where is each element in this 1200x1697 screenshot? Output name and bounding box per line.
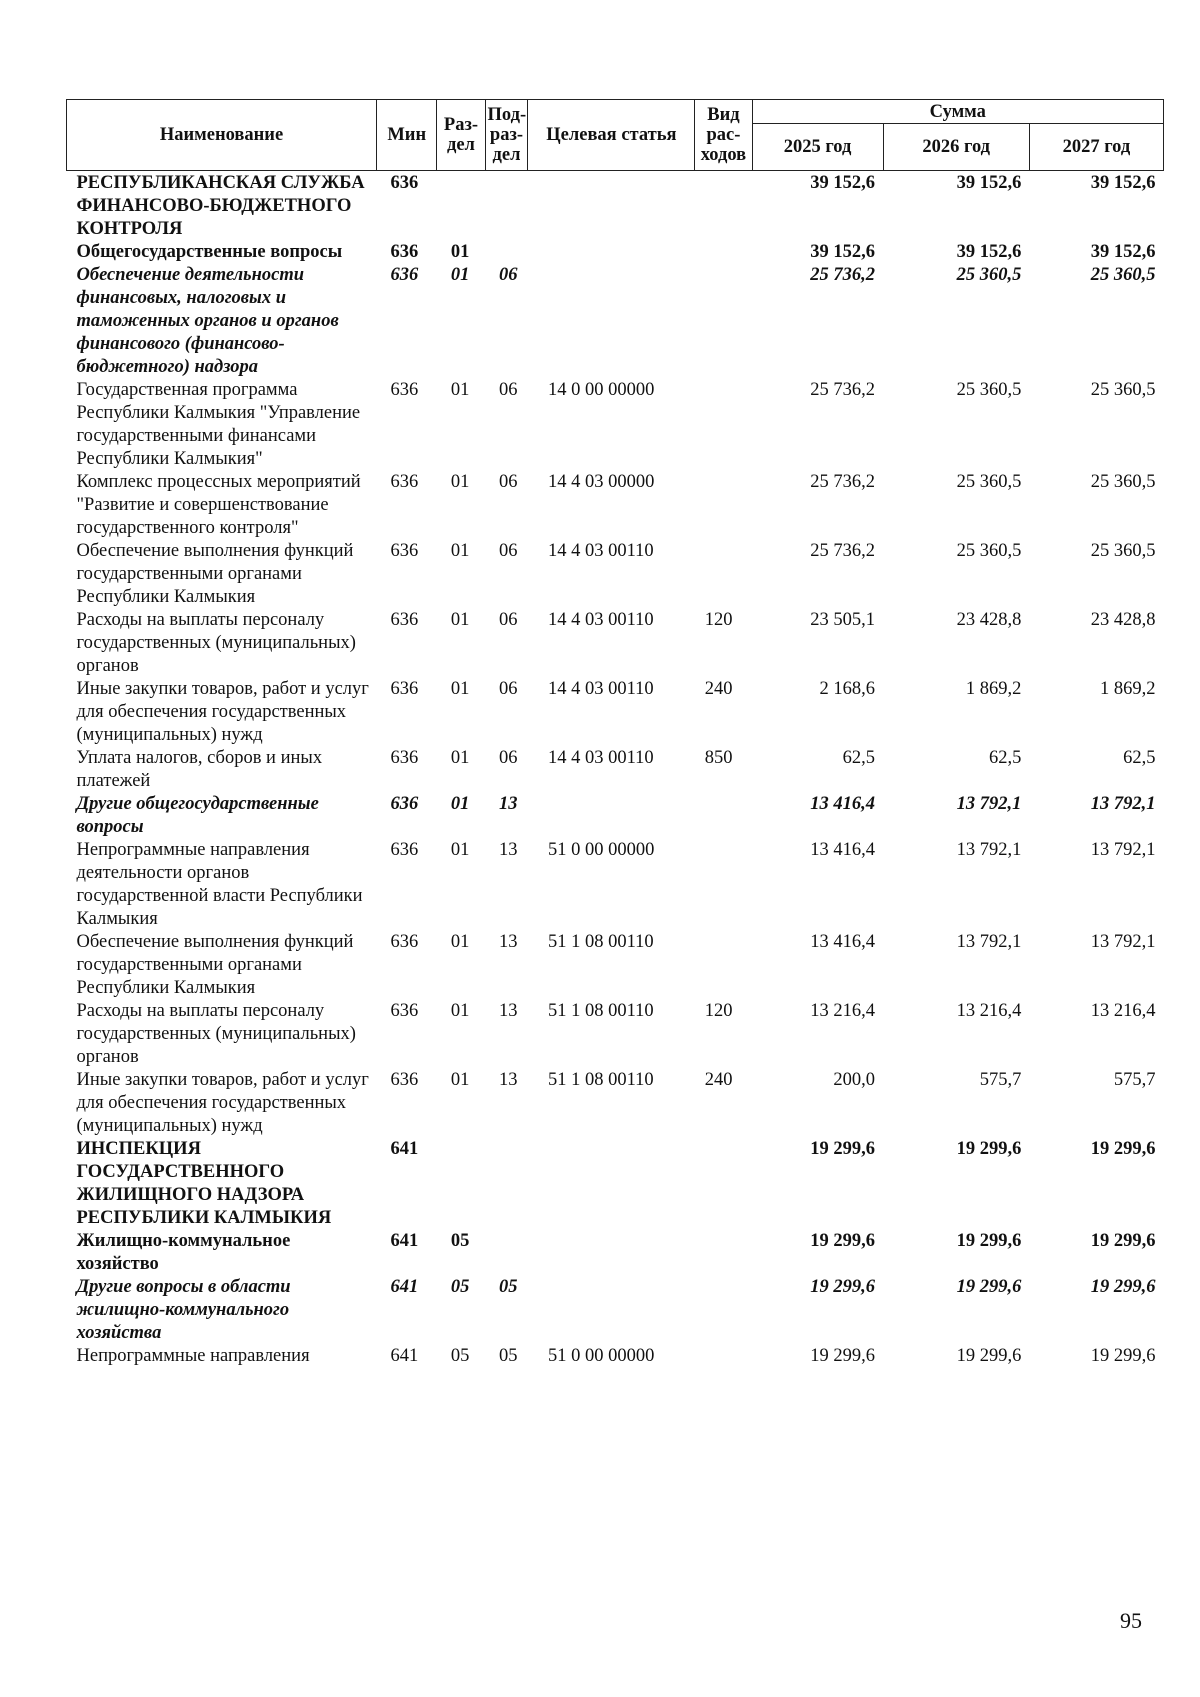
table-row [67, 931, 1164, 1000]
cell-min: 636 [390, 748, 419, 768]
cell-celevaya: 14 4 03 00110 [547, 610, 654, 630]
page-number: 95 [1120, 1608, 1142, 1633]
table-row [67, 471, 1164, 540]
table-row [67, 1345, 1164, 1368]
cell-min: 641 [390, 1231, 419, 1251]
cell-2025: 19 299,6 [810, 1231, 876, 1251]
cell-vid [695, 1345, 752, 1368]
cell-min: 641 [390, 1139, 419, 1159]
cell-2026: 25 360,5 [956, 265, 1022, 285]
cell-podrazdel: 05 [499, 1346, 518, 1366]
cell-min: 636 [390, 380, 419, 400]
cell-2026: 19 299,6 [956, 1346, 1022, 1366]
cell-razdel: 01 [450, 1070, 470, 1090]
cell-min: 636 [390, 242, 419, 262]
cell-podrazdel: 06 [499, 265, 518, 285]
cell-2027: 23 428,8 [1090, 610, 1156, 630]
cell-2025: 23 505,1 [810, 610, 876, 630]
cell-celevaya: 51 0 00 00000 [547, 1346, 655, 1366]
header-razdel: Раз- дел [437, 100, 485, 171]
cell-celevaya: 14 4 03 00110 [547, 748, 654, 768]
cell-podrazdel: 13 [499, 840, 518, 860]
cell-razdel: 01 [450, 265, 470, 285]
cell-razdel: 01 [450, 1001, 470, 1021]
cell-min: 636 [390, 173, 419, 193]
cell-2025: 2 168,6 [819, 679, 876, 699]
table-row [67, 1230, 1164, 1276]
cell-celevaya: 14 4 03 00110 [547, 679, 654, 699]
header-vid: Вид рас- ходов [695, 100, 752, 171]
cell-celevaya: 14 4 03 00110 [547, 541, 654, 561]
cell-celevaya [528, 1230, 695, 1276]
cell-razdel: 01 [450, 840, 470, 860]
table-row [67, 678, 1164, 747]
table-row [67, 379, 1164, 471]
cell-celevaya: 51 0 00 00000 [547, 840, 655, 860]
cell-vid [695, 540, 752, 609]
cell-2026: 62,5 [989, 748, 1022, 768]
cell-name: Уплата налогов, сборов и иных платежей [76, 748, 323, 791]
cell-2026: 19 299,6 [956, 1139, 1022, 1159]
cell-vid [695, 931, 752, 1000]
cell-2027: 25 360,5 [1090, 472, 1156, 492]
cell-min: 636 [390, 610, 419, 630]
cell-2027: 13 792,1 [1090, 932, 1156, 952]
cell-name: Другие общегосударственные вопросы [76, 794, 319, 837]
table-row [67, 793, 1164, 839]
cell-2026: 13 216,4 [956, 1001, 1022, 1021]
cell-2025: 19 299,6 [810, 1277, 876, 1297]
cell-razdel: 01 [450, 380, 470, 400]
cell-2027: 19 299,6 [1090, 1277, 1156, 1297]
cell-celevaya: 51 1 08 00110 [547, 1070, 654, 1090]
cell-podrazdel: 06 [499, 541, 518, 561]
cell-2027: 25 360,5 [1090, 265, 1156, 285]
cell-name: ИНСПЕКЦИЯ ГОСУДАРСТВЕННОГО ЖИЛИЩНОГО НАДЗОРА РЕСПУБЛИКИ КАЛМЫКИЯ [76, 1139, 332, 1228]
cell-razdel: 05 [450, 1231, 470, 1251]
cell-2026: 25 360,5 [956, 472, 1022, 492]
cell-min: 636 [390, 794, 419, 814]
cell-2027: 19 299,6 [1090, 1139, 1156, 1159]
cell-razdel [437, 1138, 485, 1230]
cell-celevaya: 51 1 08 00110 [547, 1001, 654, 1021]
cell-2025: 39 152,6 [810, 173, 876, 193]
header-podrazdel: Под- раз- дел [485, 100, 528, 171]
cell-celevaya [528, 1276, 695, 1345]
cell-celevaya [528, 793, 695, 839]
cell-podrazdel: 13 [499, 1001, 518, 1021]
cell-name: Государственная программа Республики Калмыкия "Управление государственными финансами Республики Калмыкия" [76, 380, 361, 469]
cell-2026: 25 360,5 [956, 380, 1022, 400]
cell-podrazdel: 13 [499, 1070, 518, 1090]
cell-razdel: 01 [450, 932, 470, 952]
cell-podrazdel [485, 171, 528, 242]
cell-2025: 25 736,2 [810, 541, 876, 561]
cell-2025: 13 416,4 [810, 794, 876, 814]
cell-vid: 120 [704, 610, 733, 630]
cell-min: 636 [390, 840, 419, 860]
cell-podrazdel: 06 [499, 748, 518, 768]
cell-celevaya [528, 264, 695, 379]
table-row [67, 1000, 1164, 1069]
cell-vid [695, 793, 752, 839]
cell-celevaya: 14 4 03 00000 [547, 472, 655, 492]
cell-podrazdel: 06 [499, 610, 518, 630]
cell-name: Жилищно-коммунальное хозяйство [76, 1231, 291, 1274]
cell-2027: 19 299,6 [1090, 1231, 1156, 1251]
cell-name: Обеспечение деятельности финансовых, налоговых и таможенных органов и органов финансового (финансово-бюджетного) надзора [76, 265, 339, 377]
cell-2025: 39 152,6 [810, 242, 876, 262]
cell-vid: 240 [704, 1070, 733, 1090]
cell-podrazdel: 06 [499, 679, 518, 699]
cell-2027: 13 792,1 [1090, 840, 1156, 860]
cell-name: Общегосударственные вопросы [76, 242, 343, 262]
cell-podrazdel [485, 241, 528, 264]
cell-2027: 39 152,6 [1090, 173, 1156, 193]
cell-2025: 25 736,2 [810, 265, 876, 285]
cell-podrazdel: 05 [499, 1277, 518, 1297]
cell-name: Расходы на выплаты персоналу государственных (муниципальных) органов [76, 1001, 356, 1067]
cell-min: 636 [390, 1070, 419, 1090]
cell-2026: 25 360,5 [956, 541, 1022, 561]
cell-vid [695, 1276, 752, 1345]
cell-podrazdel: 13 [499, 794, 518, 814]
cell-name: Иные закупки товаров, работ и услуг для обеспечения государственных (муниципальных) нужд [76, 679, 369, 745]
cell-min: 636 [390, 679, 419, 699]
cell-name: РЕСПУБЛИКАНСКАЯ СЛУЖБА ФИНАНСОВО-БЮДЖЕТНОГО КОНТРОЛЯ [76, 173, 365, 239]
header-summa: Сумма [752, 100, 1163, 124]
table-row [67, 747, 1164, 793]
cell-vid [695, 1138, 752, 1230]
cell-2027: 25 360,5 [1090, 541, 1156, 561]
cell-razdel: 05 [450, 1346, 470, 1366]
header-2025: 2025 год [752, 124, 883, 171]
cell-2026: 23 428,8 [956, 610, 1022, 630]
cell-vid [695, 839, 752, 931]
cell-name: Другие вопросы в области жилищно-коммунального хозяйства [76, 1277, 291, 1343]
table-row [67, 241, 1164, 264]
cell-vid [695, 264, 752, 379]
cell-2027: 1 869,2 [1100, 679, 1156, 699]
cell-razdel: 05 [450, 1277, 470, 1297]
table-row [67, 1069, 1164, 1138]
cell-2025: 25 736,2 [810, 380, 876, 400]
header-celevaya: Целевая статья [528, 100, 695, 171]
budget-page [66, 99, 1164, 1368]
cell-razdel: 01 [450, 541, 470, 561]
cell-name: Непрограммные направления [76, 1346, 310, 1366]
cell-2026: 13 792,1 [956, 794, 1022, 814]
cell-min: 641 [390, 1277, 419, 1297]
cell-2027: 62,5 [1123, 748, 1156, 768]
table-body [67, 171, 1164, 1369]
cell-vid [695, 241, 752, 264]
cell-2025: 13 416,4 [810, 932, 876, 952]
budget-table [66, 99, 1164, 1368]
cell-podrazdel: 13 [499, 932, 518, 952]
cell-podrazdel [485, 1230, 528, 1276]
cell-vid [695, 171, 752, 242]
cell-2027: 19 299,6 [1090, 1346, 1156, 1366]
cell-2027: 25 360,5 [1090, 380, 1156, 400]
cell-min: 636 [390, 932, 419, 952]
table-row [67, 1276, 1164, 1345]
table-row [67, 264, 1164, 379]
cell-2027: 13 792,1 [1090, 794, 1156, 814]
cell-vid: 240 [704, 679, 733, 699]
cell-celevaya: 14 0 00 00000 [547, 380, 655, 400]
table-row [67, 839, 1164, 931]
cell-2026: 19 299,6 [956, 1277, 1022, 1297]
cell-podrazdel [485, 1138, 528, 1230]
table-row [67, 171, 1164, 242]
cell-name: Непрограммные направления деятельности органов государственной власти Республики Калмыкия [76, 840, 363, 929]
header-min: Мин [377, 100, 437, 171]
cell-name: Комплекс процессных мероприятий "Развитие и совершенствование государственного контроля" [76, 472, 361, 538]
header-name: Наименование [67, 100, 377, 171]
cell-2025: 25 736,2 [810, 472, 876, 492]
cell-razdel: 01 [450, 679, 470, 699]
cell-2027: 39 152,6 [1090, 242, 1156, 262]
cell-2027: 13 216,4 [1090, 1001, 1156, 1021]
cell-2025: 62,5 [842, 748, 876, 768]
cell-podrazdel: 06 [499, 472, 518, 492]
cell-razdel [437, 171, 485, 242]
table-row [67, 540, 1164, 609]
cell-razdel: 01 [450, 472, 470, 492]
cell-celevaya: 51 1 08 00110 [547, 932, 654, 952]
cell-razdel: 01 [450, 794, 470, 814]
cell-2025: 13 216,4 [810, 1001, 876, 1021]
table-row [67, 1138, 1164, 1230]
cell-2026: 1 869,2 [965, 679, 1022, 699]
cell-2026: 39 152,6 [956, 242, 1022, 262]
cell-2026: 13 792,1 [956, 932, 1022, 952]
cell-2025: 200,0 [833, 1070, 876, 1090]
cell-vid [695, 379, 752, 471]
cell-podrazdel: 06 [499, 380, 518, 400]
cell-razdel: 01 [450, 242, 470, 262]
cell-name: Иные закупки товаров, работ и услуг для обеспечения государственных (муниципальных) нужд [76, 1070, 369, 1136]
cell-2025: 19 299,6 [810, 1139, 876, 1159]
cell-vid [695, 471, 752, 540]
cell-razdel: 01 [450, 610, 470, 630]
cell-min: 641 [390, 1346, 419, 1366]
cell-2025: 13 416,4 [810, 840, 876, 860]
cell-name: Расходы на выплаты персоналу государственных (муниципальных) органов [76, 610, 356, 676]
cell-razdel: 01 [450, 748, 470, 768]
cell-celevaya [528, 241, 695, 264]
header-2027: 2027 год [1029, 124, 1163, 171]
cell-celevaya [528, 171, 695, 242]
cell-name: Обеспечение выполнения функций государственными органами Республики Калмыкия [76, 541, 354, 607]
cell-celevaya [528, 1138, 695, 1230]
header-2026: 2026 год [883, 124, 1029, 171]
cell-min: 636 [390, 541, 419, 561]
table-row [67, 609, 1164, 678]
table-header [67, 100, 1164, 171]
cell-vid [695, 1230, 752, 1276]
cell-min: 636 [390, 265, 419, 285]
cell-2026: 13 792,1 [956, 840, 1022, 860]
cell-min: 636 [390, 1001, 419, 1021]
cell-2026: 575,7 [979, 1070, 1022, 1090]
cell-vid: 850 [704, 748, 733, 768]
cell-min: 636 [390, 472, 419, 492]
cell-2026: 19 299,6 [956, 1231, 1022, 1251]
cell-2025: 19 299,6 [810, 1346, 876, 1366]
cell-2027: 575,7 [1113, 1070, 1156, 1090]
cell-2026: 39 152,6 [956, 173, 1022, 193]
cell-name: Обеспечение выполнения функций государственными органами Республики Калмыкия [76, 932, 354, 998]
cell-vid: 120 [704, 1001, 733, 1021]
